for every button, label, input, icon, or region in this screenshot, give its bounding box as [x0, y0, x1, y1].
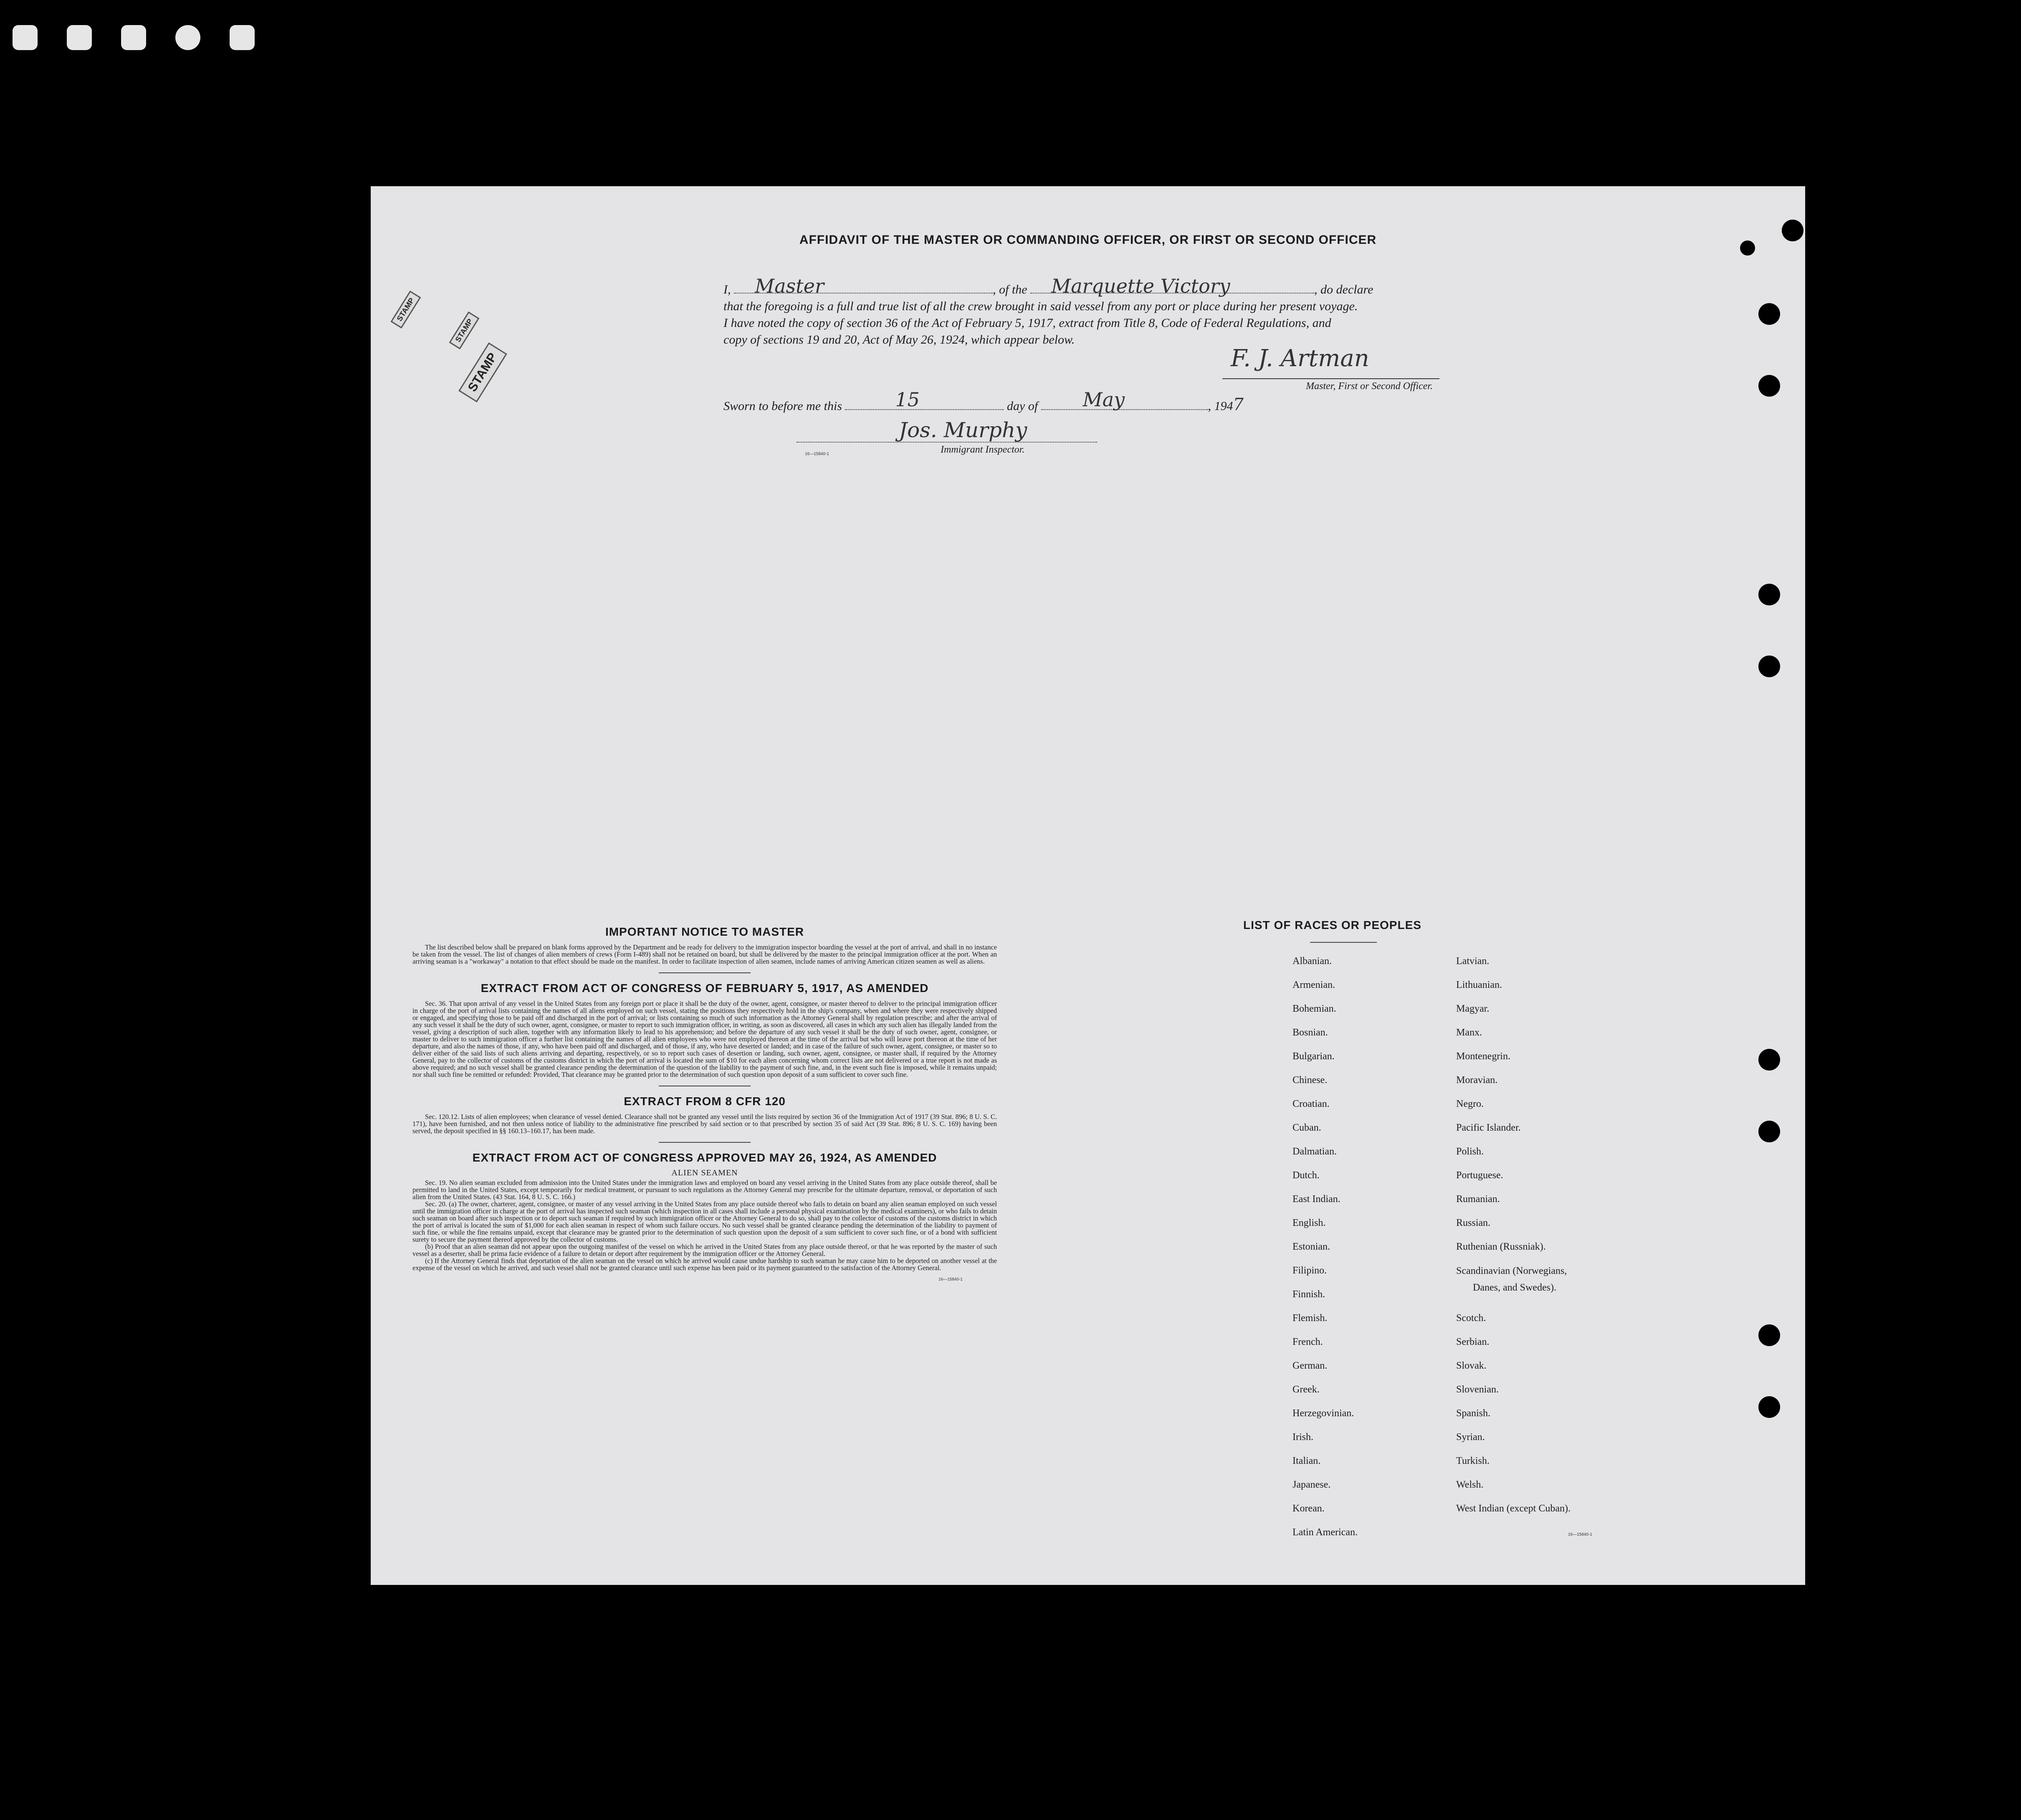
race-item: Scotch. — [1456, 1313, 1486, 1324]
day-of-text: day of — [1007, 399, 1038, 413]
race-item: Lithuanian. — [1456, 980, 1502, 990]
race-item: Slovak. — [1456, 1360, 1487, 1371]
race-item: Scandinavian (Norwegians, — [1456, 1266, 1567, 1276]
race-item: Magyar. — [1456, 1003, 1490, 1014]
handwritten-month: May — [1083, 388, 1125, 411]
race-item: Ruthenian (Russniak). — [1456, 1241, 1546, 1252]
declaration-line: copy of sections 19 and 20, Act of May 26, 1924, which appear below. — [723, 333, 1075, 347]
race-item: Cuban. — [1293, 1122, 1321, 1133]
form-number: 16—15840-1 — [1568, 1532, 1592, 1537]
year-prefix: , 194 — [1208, 399, 1233, 413]
handwritten-inspector-signature: Jos. Murphy — [899, 418, 1027, 442]
inspector-label: Immigrant Inspector. — [941, 444, 1025, 455]
stamp-text: STAMP — [453, 317, 475, 344]
race-item: Latvian. — [1456, 956, 1490, 967]
handwritten-vessel-name: Marquette Victory — [1051, 275, 1230, 297]
race-item: Latin American. — [1293, 1527, 1358, 1538]
signature-label: Master, First or Second Officer. — [1306, 381, 1433, 392]
race-item: Croatian. — [1293, 1099, 1330, 1109]
race-item: Italian. — [1293, 1455, 1321, 1466]
race-item: Turkish. — [1456, 1455, 1490, 1466]
race-item: Moravian. — [1456, 1075, 1498, 1086]
declaration-intro: I, — [723, 283, 731, 296]
race-item: Bosnian. — [1293, 1027, 1328, 1038]
extract-1924-section-19: Sec. 19. No alien seaman excluded from admission into the United States under the immigration laws and employed on board any vessel arriving in the United States from any place outside thereof, shall be permitted to land in the United States, except temporarily for medical treatment, or pursuant to such regulations as the Attorney General may prescribe for the ultimate departure, removal, or deportation of such alien from the United States. (43 Stat. 164, 8 U. S. C. 166.) — [412, 1179, 997, 1201]
race-item: Manx. — [1456, 1027, 1482, 1038]
race-item: Russian. — [1456, 1218, 1491, 1228]
rubber-stamp — [390, 291, 421, 329]
race-item: Albanian. — [1293, 956, 1332, 967]
film-mark-icon — [121, 25, 146, 50]
affidavit-declaration — [723, 275, 1442, 348]
race-item: Slovenian. — [1456, 1384, 1499, 1395]
punch-hole-icon — [1758, 375, 1780, 397]
extract-1924-section-20a: Sec. 20. (a) The owner, charterer, agent, consignee, or master of any vessel arriving in the United States from any place outside thereof who fails to detain on board any alien seaman employed on such vessel until the immigration officer in charge at the port of arrival has inspected such seaman (which inspection in all cases shall include a personal physical examination by the medical examiners), or who fails to detain such seaman on board after such inspection or to deport such seaman if required by such immigration officer or the Attorney General to do so, shall pay to the collector of customs of the customs district in which the port of arrival is located the sum of $1,000 for each alien seaman in respect of whom such failure occurs. No such vessel shall be granted clearance pending the determination of the liability to payment of such fine, or while the fine remains unpaid, except that clearance may be granted prior to the determination of such question upon the deposit of a sum sufficient to cover such fine, or of a bond with sufficient surety to secure the payment thereof approved by the collector of customs. — [412, 1200, 997, 1243]
race-item: Japanese. — [1293, 1479, 1331, 1490]
race-item: Pacific Islander. — [1456, 1122, 1521, 1133]
film-mark-icon — [230, 25, 255, 50]
race-item: Armenian. — [1293, 980, 1335, 990]
race-item: German. — [1293, 1360, 1328, 1371]
rubber-stamp — [458, 342, 507, 402]
punch-hole-icon — [1758, 1121, 1780, 1142]
handwritten-year: 7 — [1233, 395, 1244, 414]
extract-1924-section-20b: (b) Proof that an alien seaman did not appear upon the outgoing manifest of the vessel on which he arrived in the United States from any place outside thereof, or that he was reported by the master of such vessel as a deserter, shall be prima facie evidence of a failure to detain or deport after requirement by the immigration officer or the Attorney General. — [412, 1243, 997, 1258]
race-item: Dutch. — [1293, 1170, 1320, 1181]
important-notice-title: IMPORTANT NOTICE TO MASTER — [605, 925, 804, 938]
race-item: Montenegrin. — [1456, 1051, 1510, 1062]
film-mark-icon — [67, 25, 92, 50]
film-mark-icon — [13, 25, 38, 50]
important-notice-text: The list described below shall be prepared on blank forms approved by the Department and be ready for delivery to the immigration inspector boarding the vessel at the port of arrival, and shall in no instance be taken from the vessel. The list of changes of alien members of crews (Form I-489) shall not be retained on board, but shall be delivered by the master to the principal immigration officer at the port. When an arriving seaman is a "workaway" a notation to that effect should be made on the manifest. In order to facilitate inspection of alien seamen, include names of arriving American citizen seamen as well as aliens. — [412, 943, 997, 965]
extract-1917-title: EXTRACT FROM ACT OF CONGRESS OF FEBRUARY 5, 1917, AS AMENDED — [481, 982, 929, 995]
race-item: Flemish. — [1293, 1313, 1328, 1324]
film-mark-icon — [175, 25, 200, 50]
extract-1924-subtitle: ALIEN SEAMEN — [671, 1168, 738, 1177]
race-item: Dalmatian. — [1293, 1146, 1337, 1157]
race-item: Negro. — [1456, 1099, 1484, 1109]
punch-hole-icon — [1758, 1396, 1780, 1418]
race-item: East Indian. — [1293, 1194, 1341, 1205]
section-divider — [1310, 942, 1377, 943]
handwritten-day: 15 — [895, 388, 920, 411]
inspector-signature-line — [797, 442, 1097, 443]
race-item: West Indian (except Cuban). — [1456, 1503, 1571, 1514]
important-notice-section — [412, 925, 997, 1282]
races-column-1 — [1293, 949, 1358, 1544]
extract-1917-text: Sec. 36. That upon arrival of any vessel in the United States from any foreign port or place it shall be the duty of the owner, agent, consignee, or master thereof to deliver to the principal immigration officer in charge of the port of arrival lists containing the names of all aliens employed on such vessel, stating the positions they respectively hold in the ship's company, when and where they were respectively shipped or engaged, and specifying those to be paid off and discharged in the port of arrival; or lists containing so much of such information as the Attorney General shall by regulation prescribe; and after the arrival of any such vessel it shall be the duty of such owner, agent, consignee, or master to report to such immigration officer, in writing, as soon as discovered, all cases in which any such alien has illegally landed from the vessel, giving a description of such alien, together with any information likely to lead to his apprehension; and before the departure of any such vessel it shall be the duty of such owner, agent, consignee, or master to deliver to such immigration officer a further list containing the names of all alien employees who were not employed thereon at the time of the arrival but who will leave port thereon at the time of her departure, and also the names of those, if any, who have been paid off and discharged, and of those, if any, who have deserted or landed; and in case of the failure of such owner, agent, consignee, or master so to deliver either of the said lists of such aliens arriving and departing, respectively, or so to report such cases of desertion or landing, such owner, agent, consignee, or master shall, if required by the Attorney General, pay to the collector of customs of the customs district in which the port of arrival is located the sum of $10 for each alien concerning whom correct lists are not delivered or a true report is not made as above required; and no such vessel shall be granted clearance pending the determination of the question of the liability to the payment of such fine, and, in the event such fine is imposed, while it remains unpaid; nor shall such fine be remitted or refunded: Provided, That clearance may be granted prior to the determination of such question upon deposit of a sum sufficient to cover such fine. — [412, 1000, 997, 1078]
race-item: Welsh. — [1456, 1479, 1484, 1490]
document-page — [371, 186, 1805, 1585]
race-item: Bohemian. — [1293, 1003, 1336, 1014]
race-item: English. — [1293, 1218, 1326, 1228]
punch-hole-icon — [1758, 1049, 1780, 1071]
punch-hole-icon — [1758, 656, 1780, 677]
race-item: Bulgarian. — [1293, 1051, 1335, 1062]
race-item: Serbian. — [1456, 1337, 1490, 1347]
race-item: Korean. — [1293, 1503, 1325, 1514]
declaration-line: I have noted the copy of section 36 of the Act of February 5, 1917, extract from Title 8, Code of Federal Regulations, and — [723, 316, 1331, 330]
stamp-text: STAMP — [395, 296, 416, 323]
extract-1924-title: EXTRACT FROM ACT OF CONGRESS APPROVED MAY 26, 1924, AS AMENDED — [472, 1151, 937, 1164]
rubber-stamp — [449, 311, 479, 349]
race-item: Chinese. — [1293, 1075, 1328, 1086]
film-frame-marks — [13, 25, 255, 50]
name-blank — [734, 275, 993, 297]
declaration-line: that the foregoing is a full and true list of all the crew brought in said vessel from any port or place during her present voyage. — [723, 299, 1358, 313]
race-item: Irish. — [1293, 1432, 1313, 1443]
race-item: Greek. — [1293, 1384, 1320, 1395]
race-item: Syrian. — [1456, 1432, 1485, 1443]
races-list-title: LIST OF RACES OR PEOPLES — [1243, 919, 1422, 932]
punch-hole-icon — [1758, 303, 1780, 325]
handwritten-signature: F. J. Artman — [1231, 345, 1369, 372]
punch-hole-icon — [1758, 1324, 1780, 1346]
stamp-text: STAMP — [465, 350, 500, 395]
section-divider — [659, 972, 751, 973]
month-blank — [1041, 388, 1208, 411]
race-item: Estonian. — [1293, 1241, 1330, 1252]
vessel-blank — [1030, 275, 1314, 297]
race-item: Polish. — [1456, 1146, 1484, 1157]
form-number: 16—15840-1 — [805, 452, 829, 456]
punch-hole-icon — [1758, 584, 1780, 605]
signature-line — [1222, 378, 1439, 379]
form-number: 16—15840-1 — [938, 1277, 963, 1282]
race-item: Filipino. — [1293, 1265, 1327, 1276]
handwritten-name: Master — [755, 275, 824, 297]
sworn-text: Sworn to before me this — [723, 399, 842, 413]
races-column-2 — [1456, 949, 1571, 1521]
race-item: Spanish. — [1456, 1408, 1491, 1419]
extract-cfr-title: EXTRACT FROM 8 CFR 120 — [624, 1095, 786, 1108]
sworn-statement — [723, 388, 1244, 414]
race-item: Finnish. — [1293, 1289, 1325, 1300]
race-item: Herzegovinian. — [1293, 1408, 1354, 1419]
declaration-of-the: , of the — [993, 283, 1027, 296]
race-item: French. — [1293, 1337, 1323, 1347]
race-item: Danes, and Swedes). — [1473, 1282, 1556, 1293]
extract-1924-section-20c: (c) If the Attorney General finds that deportation of the alien seaman on the vessel on which he arrived would cause undue hardship to such seaman he may cause him to be deported on another vessel at the expense of the vessel on which he arrived, and such vessel shall not be granted clearance until such expense has been paid or its payment guaranteed to the satisfaction of the Attorney General. — [412, 1257, 997, 1272]
race-item: Portuguese. — [1456, 1170, 1503, 1181]
section-divider — [659, 1142, 751, 1143]
extract-cfr-text: Sec. 120.12. Lists of alien employees; when clearance of vessel denied. Clearance shall not be granted any vessel until the lists required by section 36 of the Immigration Act of 1917 (39 Stat. 896; 8 U. S. C. 171), have been furnished, and not then unless notice of liability to the administrative fine prescribed by said section or to that prescribed by section 35 of said Act (39 Stat. 896; 8 U. S. C. 169) having been served, the deposit specified in §§ 160.13–160.17, has been made. — [412, 1113, 997, 1135]
declaration-do-declare: , do declare — [1314, 283, 1373, 296]
day-blank — [845, 388, 1004, 411]
race-item: Rumanian. — [1456, 1194, 1500, 1205]
affidavit-title: AFFIDAVIT OF THE MASTER OR COMMANDING OFFICER, OR FIRST OR SECOND OFFICER — [799, 233, 1377, 247]
